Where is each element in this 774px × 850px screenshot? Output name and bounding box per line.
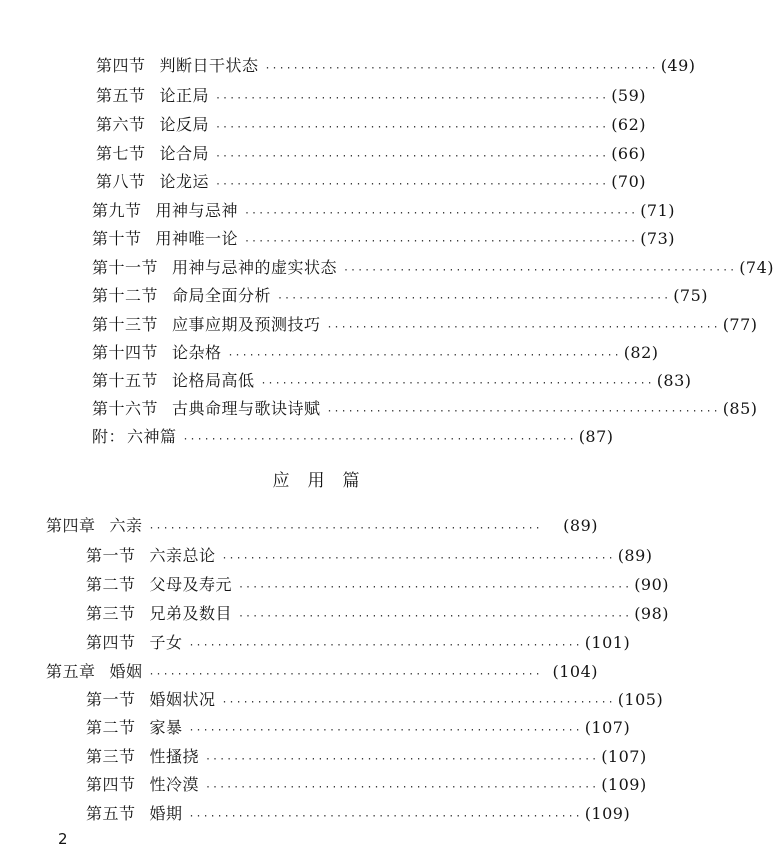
dot-leader: ························································ (326, 406, 720, 417)
dot-leader: ························································ (205, 782, 599, 793)
dot-leader: ························································ (260, 378, 654, 389)
dot-leader: ························································ (238, 582, 632, 593)
dot-leader: ························································ (244, 236, 638, 247)
entry-page: (74) (739, 258, 774, 277)
dot-leader: ························································ (244, 208, 638, 219)
entry-page: (109) (601, 775, 647, 794)
toc-entry-appendix (92, 423, 614, 451)
dot-leader: ························································ (205, 754, 599, 765)
entry-title: 婚姻 (109, 662, 143, 681)
dot-leader: ························································ (221, 553, 615, 564)
toc-entry (96, 52, 696, 80)
entry-number: 第十五节 (92, 371, 159, 390)
entry-page: (77) (722, 315, 758, 334)
dot-leader: ························································ (343, 265, 737, 276)
entry-page: (59) (611, 86, 647, 105)
entry-title: 父母及寿元 (149, 575, 233, 594)
entry-number: 第二节 (86, 575, 136, 594)
entry-title: 论正局 (159, 86, 210, 105)
entry-number: 第三节 (86, 747, 136, 766)
dot-leader: ························································ (215, 151, 609, 162)
entry-number: 第十节 (92, 229, 142, 248)
entry-title: 应事应期及预测技巧 (172, 315, 321, 334)
entry-page: (85) (722, 399, 758, 418)
entry-page: (75) (673, 286, 709, 305)
dot-leader: ························································ (215, 122, 609, 133)
entry-page: (73) (640, 229, 676, 248)
dot-leader: ························································ (227, 350, 621, 361)
entry-title: 命局全面分析 (172, 286, 272, 305)
entry-number: 第四节 (96, 56, 146, 75)
dot-leader: ························································ (277, 293, 671, 304)
entry-number: 第八节 (96, 172, 146, 191)
toc-chapter (46, 658, 598, 686)
entry-page: (82) (623, 343, 659, 362)
entry-title: 性冷漠 (149, 775, 200, 794)
toc-entry (86, 714, 631, 742)
entry-title: 论龙运 (159, 172, 210, 191)
entry-number: 第五节 (86, 804, 136, 823)
toc-entry (92, 339, 659, 367)
entry-number: 第十二节 (92, 286, 159, 305)
entry-number: 第十四节 (92, 343, 159, 362)
entry-number: 附： (92, 427, 126, 446)
entry-title: 六神篇 (127, 427, 177, 446)
entry-title: 子女 (149, 633, 183, 652)
entry-title: 古典命理与歌诀诗赋 (172, 399, 321, 418)
entry-title: 论格局高低 (172, 371, 255, 390)
entry-number: 第十三节 (92, 315, 159, 334)
entry-page: (89) (563, 516, 598, 535)
entry-page: (107) (601, 747, 647, 766)
entry-title: 判断日干状态 (159, 56, 259, 75)
entry-page: (105) (617, 690, 664, 709)
toc-entry (86, 800, 631, 828)
entry-number: 第四章 (46, 516, 96, 535)
dot-leader: ························································ (238, 611, 632, 622)
dot-leader: ························································ (148, 669, 542, 680)
toc-entry (86, 571, 670, 599)
toc-entry (92, 395, 758, 423)
entry-page: (71) (640, 201, 676, 220)
toc-entry (96, 82, 647, 110)
entry-number: 第七节 (96, 144, 146, 163)
entry-title: 论反局 (159, 115, 210, 134)
entry-title: 性搔挠 (149, 747, 200, 766)
dot-leader: ························································ (221, 697, 615, 708)
entry-page: (107) (584, 718, 631, 737)
entry-title: 婚姻状况 (149, 690, 216, 709)
entry-title: 用神与忌神 (155, 201, 239, 220)
entry-number: 第十六节 (92, 399, 159, 418)
section-heading: 应用篇 (272, 471, 378, 491)
page-number: 2 (58, 830, 68, 848)
entry-number: 第六节 (96, 115, 146, 134)
dot-leader: ························································ (188, 640, 582, 651)
entry-number: 第一节 (86, 690, 136, 709)
dot-leader: ························································ (182, 434, 576, 445)
dot-leader: ························································ (188, 811, 582, 822)
entry-page: (90) (634, 575, 670, 594)
entry-title: 用神唯一论 (155, 229, 239, 248)
entry-number: 第三节 (86, 604, 136, 623)
entry-number: 第五章 (46, 662, 96, 681)
entry-page: (104) (552, 662, 598, 681)
dot-leader: ························································ (188, 725, 582, 736)
entry-page: (62) (611, 115, 647, 134)
entry-number: 第四节 (86, 633, 136, 652)
entry-page: (66) (611, 144, 647, 163)
dot-leader: ························································ (148, 523, 542, 534)
entry-page: (87) (578, 427, 614, 446)
toc-entry (96, 140, 647, 168)
toc-entry (92, 254, 774, 282)
toc-entry (92, 225, 676, 253)
toc-entry (92, 282, 709, 310)
entry-page: (89) (617, 546, 653, 565)
toc-entry (86, 600, 670, 628)
entry-number: 第五节 (96, 86, 146, 105)
entry-page: (70) (611, 172, 647, 191)
entry-number: 第九节 (92, 201, 142, 220)
entry-title: 论合局 (159, 144, 210, 163)
entry-page: (109) (584, 804, 631, 823)
entry-page: (101) (584, 633, 631, 652)
entry-page: (83) (656, 371, 692, 390)
entry-title: 论杂格 (172, 343, 222, 362)
toc-entry (86, 771, 647, 799)
entry-title: 家暴 (149, 718, 183, 737)
entry-page: (49) (660, 56, 696, 75)
entry-number: 第一节 (86, 546, 136, 565)
dot-leader: ························································ (215, 179, 609, 190)
toc-entry (86, 629, 631, 657)
entry-number: 第二节 (86, 718, 136, 737)
dot-leader: ························································ (264, 63, 658, 74)
toc-entry (92, 367, 692, 395)
entry-title: 兄弟及数目 (149, 604, 233, 623)
toc-chapter (46, 512, 598, 540)
entry-title: 用神与忌神的虚实状态 (172, 258, 338, 277)
entry-title: 婚期 (149, 804, 183, 823)
toc-entry (92, 197, 676, 225)
dot-leader: ························································ (326, 322, 720, 333)
toc-entry (96, 168, 647, 196)
toc-entry (86, 542, 653, 570)
entry-title: 六亲 (109, 516, 143, 535)
toc-entry (92, 311, 758, 339)
entry-title: 六亲总论 (149, 546, 216, 565)
toc-entry (96, 111, 647, 139)
entry-page: (98) (634, 604, 670, 623)
dot-leader: ························································ (215, 93, 609, 104)
toc-entry (86, 686, 664, 714)
entry-number: 第十一节 (92, 258, 159, 277)
entry-number: 第四节 (86, 775, 136, 794)
toc-entry (86, 743, 647, 771)
